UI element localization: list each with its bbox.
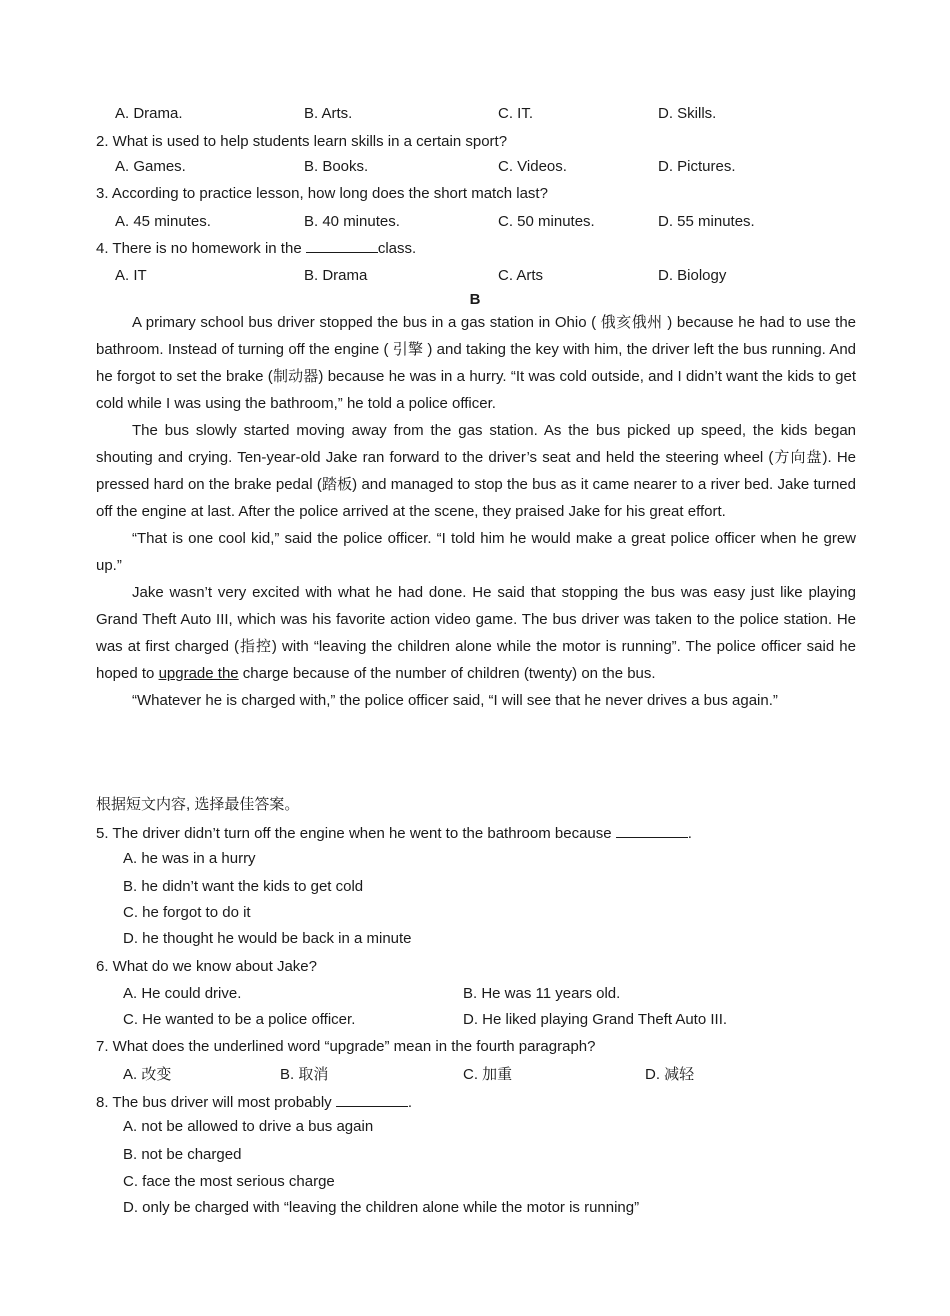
question-7: 7. What does the underlined word “upgrade” mean in the fourth paragraph? [96, 1038, 596, 1055]
q5-option-b: B. he didn’t want the kids to get cold [123, 878, 364, 895]
q6-option-b: B. He was 11 years old. [463, 985, 621, 1002]
q3-option-c: C. 50 minutes. [498, 213, 595, 230]
passage-paragraph-2: The bus slowly started moving away from the gas station. As the bus picked up speed, the kids began shouting and crying. Ten-year-old Jake ran forward to the driver’s seat and held the steering wheel (方向盘). He pressed hard on the brake pedal (踏板) and managed to stop the bus as it came nearer to a river bed. Jake turned off the engine at last. After the police arrived at the scene, they praised Jake for his great effort. [96, 422, 856, 520]
q1-option-d: D. Skills. [658, 105, 717, 122]
q5-option-c: C. he forgot to do it [123, 904, 251, 921]
question-8: 8. The bus driver will most probably . [96, 1094, 412, 1111]
q6-option-d: D. He liked playing Grand Theft Auto III. [463, 1011, 728, 1028]
question-6: 6. What do we know about Jake? [96, 958, 317, 975]
q4-option-d: D. Biology [658, 267, 727, 284]
q7-option-c: C. 加重 [463, 1066, 513, 1083]
passage-p4-part-b: charge because of the number of children (twenty) on the bus. [238, 665, 656, 682]
q8-text: 8. The bus driver will most probably [96, 1094, 336, 1111]
q4-option-a: A. IT [115, 267, 147, 284]
q1-option-b: B. Arts. [304, 105, 353, 122]
question-3: 3. According to practice lesson, how long does the short match last? [96, 185, 548, 202]
passage-paragraph-3: “That is one cool kid,” said the police officer. “I told him he would make a great police officer when he grew up.” [96, 530, 856, 574]
q2-option-a: A. Games. [115, 158, 186, 175]
question-2: 2. What is used to help students learn skills in a certain sport? [96, 133, 508, 150]
q5-option-d: D. he thought he would be back in a minute [123, 930, 412, 947]
passage-paragraph-1: A primary school bus driver stopped the bus in a gas station in Ohio ( 俄亥俄州 ) because he had to use the bathroom. Instead of turning off the engine ( 引擎 ) and taking the key with him, the driver left the bus running. And he forgot to set the brake (制动器) because he was in a hurry. “It was cold outside, and I didn’t want the kids to get cold while I was using the bathroom,” he told a police officer. [96, 314, 856, 412]
q1-option-c: C. IT. [498, 105, 534, 122]
q8-option-d: D. only be charged with “leaving the children alone while the motor is running” [123, 1199, 640, 1216]
q3-option-a: A. 45 minutes. [115, 213, 211, 230]
q2-option-c: C. Videos. [498, 158, 567, 175]
q2-option-b: B. Books. [304, 158, 369, 175]
passage-p4-part-a: Jake wasn’t very excited with what he had done. He said that stopping the bus was easy just like playing Grand Theft Auto III, which was his favorite action video game. The bus driver was taken to the police station. He was at first charged (指控) with “leaving the children alone while the motor is running”. The police officer said he hoped to [96, 584, 856, 682]
answer-blank [336, 1092, 408, 1107]
section-label: B [469, 291, 481, 308]
question-5: 5. The driver didn’t turn off the engine when he went to the bathroom because . [96, 825, 692, 842]
q8-option-c: C. face the most serious charge [123, 1173, 335, 1190]
q5-text: 5. The driver didn’t turn off the engine when he went to the bathroom because [96, 825, 616, 842]
q4-option-c: C. Arts [498, 267, 544, 284]
q7-option-d: D. 减轻 [645, 1066, 695, 1083]
q6-option-c: C. He wanted to be a police officer. [123, 1011, 356, 1028]
passage-paragraph-4 [96, 579, 856, 687]
q8-option-b: B. not be charged [123, 1146, 242, 1163]
q7-option-a: A. 改变 [123, 1066, 172, 1083]
passage-paragraph-5: “Whatever he is charged with,” the police officer said, “I will see that he never drives a bus again.” [132, 692, 778, 709]
reading-passage [96, 309, 856, 714]
q4-option-b: B. Drama [304, 267, 368, 284]
q8-option-a: A. not be allowed to drive a bus again [123, 1118, 374, 1135]
q4-text-after: class. [377, 240, 417, 257]
q5-option-a: A. he was in a hurry [123, 850, 256, 867]
q7-option-b: B. 取消 [280, 1066, 329, 1083]
q3-option-b: B. 40 minutes. [304, 213, 400, 230]
q2-option-d: D. Pictures. [658, 158, 736, 175]
question-4 [96, 238, 416, 259]
instruction: 根据短文内容, 选择最佳答案。 [96, 796, 300, 813]
q1-option-a: A. Drama. [115, 105, 183, 122]
answer-blank [616, 823, 688, 838]
underlined-word: upgrade the [158, 665, 239, 682]
q3-option-d: D. 55 minutes. [658, 213, 755, 230]
q6-option-a: A. He could drive. [123, 985, 242, 1002]
answer-blank [306, 238, 378, 253]
q4-text-before: 4. There is no homework in the [96, 240, 306, 257]
